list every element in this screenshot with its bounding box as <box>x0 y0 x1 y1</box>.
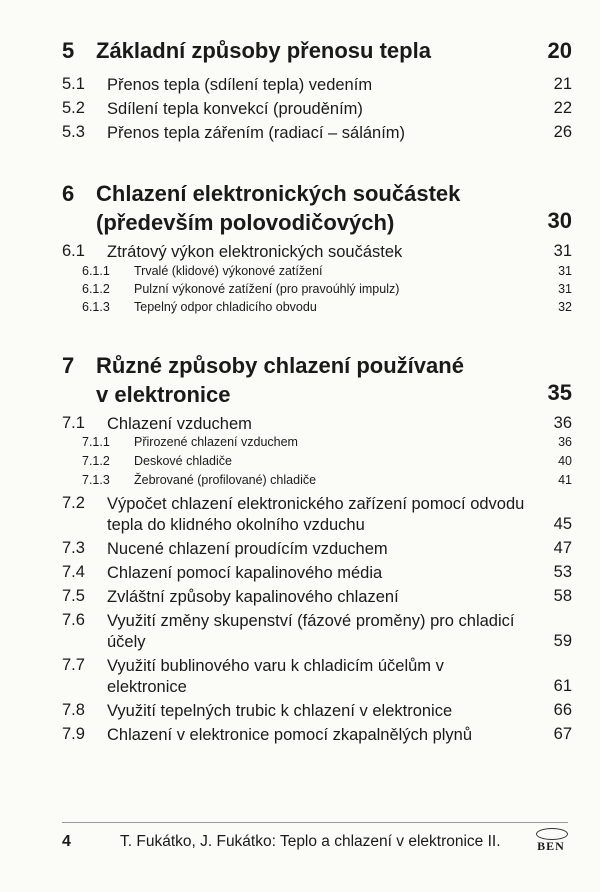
subsection-title: Tepelný odpor chladicího obvodu <box>134 300 317 314</box>
section-number: 7.2 <box>62 494 85 512</box>
section-page: 58 <box>553 587 572 605</box>
subsection-title: Deskové chladiče <box>134 454 232 468</box>
section-page: 45 <box>553 515 572 533</box>
subsection-number: 7.1.1 <box>82 435 110 449</box>
section-page: 47 <box>553 539 572 557</box>
subsection-number: 7.1.3 <box>82 473 110 487</box>
section-page: 61 <box>553 677 572 695</box>
subsection-page: 32 <box>558 300 572 314</box>
chapter-page: 20 <box>547 38 572 63</box>
section-number: 6.1 <box>62 242 85 260</box>
subsection-page: 31 <box>558 264 572 278</box>
publisher-logo <box>534 828 568 856</box>
publisher-logo-text: BEN <box>537 839 565 853</box>
chapter-title: Chlazení elektronických součástek (především polovodičových) <box>96 181 461 235</box>
chapter-number: 6 <box>62 181 75 206</box>
section-title: Nucené chlazení proudícím vzduchem <box>107 540 388 558</box>
subsection-title: Žebrované (profilované) chladiče <box>134 473 317 487</box>
subsection-number: 6.1.1 <box>82 264 110 278</box>
subsection-number: 6.1.3 <box>82 300 110 314</box>
section-title: Chlazení pomocí kapalinového média <box>107 564 383 582</box>
section-number: 7.7 <box>62 656 85 674</box>
chapter-page: 35 <box>547 380 572 405</box>
subsection-number: 7.1.2 <box>82 454 110 468</box>
section-number: 7.9 <box>62 725 85 743</box>
section-page: 66 <box>553 701 572 719</box>
section-page: 59 <box>553 632 572 650</box>
chapter-number: 7 <box>62 353 75 378</box>
section-number: 5.3 <box>62 123 85 141</box>
section-number: 7.1 <box>62 414 85 432</box>
section-page: 31 <box>553 242 572 260</box>
section-number: 5.2 <box>62 99 85 117</box>
section-number: 7.4 <box>62 563 85 581</box>
subsection-page: 36 <box>558 435 572 449</box>
section-page: 67 <box>553 725 572 743</box>
section-number: 7.5 <box>62 587 85 605</box>
section-page: 36 <box>553 414 572 432</box>
chapter-title: Různé způsoby chlazení používané v elektronice <box>96 353 464 407</box>
subsection-page: 31 <box>558 282 572 296</box>
footer-page-number: 4 <box>62 833 71 850</box>
subsection-title: Trvalé (klidové) výkonové zatížení <box>134 264 323 278</box>
subsection-page: 40 <box>558 454 572 468</box>
section-page: 53 <box>553 563 572 581</box>
chapter-page: 30 <box>547 208 572 233</box>
subsection-title: Pulzní výkonové zatížení (pro pravoúhlý impulz) <box>134 282 400 296</box>
section-title: Využití změny skupenství (fázové proměny) pro chladicí účely <box>107 612 515 651</box>
section-title: Chlazení v elektronice pomocí zkapalnělých plynů <box>107 726 473 744</box>
section-title: Využití tepelných trubic k chlazení v elektronice <box>107 702 453 720</box>
footer-book-title: T. Fukátko, J. Fukátko: Teplo a chlazení v elektronice II. <box>120 833 501 850</box>
section-number: 7.3 <box>62 539 85 557</box>
chapter-title: Základní způsoby přenosu tepla <box>96 38 431 63</box>
section-title: Ztrátový výkon elektronických součástek <box>107 243 403 261</box>
section-title: Zvláštní způsoby kapalinového chlazení <box>107 588 399 606</box>
subsection-page: 41 <box>558 473 572 487</box>
section-number: 7.8 <box>62 701 85 719</box>
section-title: Chlazení vzduchem <box>107 415 252 433</box>
chapter-number: 5 <box>62 38 75 63</box>
section-title: Přenos tepla (sdílení tepla) vedením <box>107 76 373 94</box>
section-title: Výpočet chlazení elektronického zařízení pomocí odvodu tepla do klidného okolního vzduchu <box>107 495 525 534</box>
section-page: 26 <box>553 123 572 141</box>
section-number: 5.1 <box>62 75 85 93</box>
footer-divider <box>62 822 568 823</box>
section-number: 7.6 <box>62 611 85 629</box>
subsection-title: Přirozené chlazení vzduchem <box>134 435 298 449</box>
section-page: 22 <box>553 99 572 117</box>
subsection-number: 6.1.2 <box>82 282 110 296</box>
section-title: Přenos tepla zářením (radiací – sáláním) <box>107 124 406 142</box>
section-page: 21 <box>553 75 572 93</box>
section-title: Využití bublinového varu k chladicím účelům v elektronice <box>107 657 444 696</box>
section-title: Sdílení tepla konvekcí (prouděním) <box>107 100 363 118</box>
